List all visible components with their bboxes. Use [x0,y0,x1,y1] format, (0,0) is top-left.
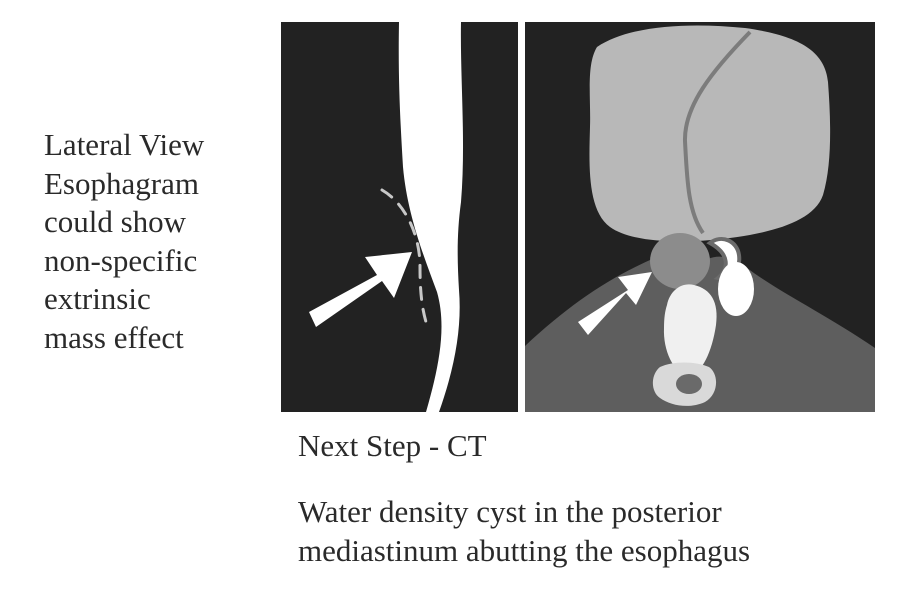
next-step-caption: Next Step - CT [298,428,487,463]
spinal-cord [676,374,702,394]
left-arrow-icon [309,252,412,327]
ct-description-caption [298,492,750,570]
ct-axial-panel [525,22,875,412]
posterior-mediastinal-cyst [650,233,710,289]
left-caption-line-1: Lateral View [44,127,205,162]
left-caption-line-4: non-specific [44,242,198,278]
esophagram-lateral-panel [281,22,518,412]
esophagus-wall [399,22,463,412]
left-caption [44,126,274,357]
descending-aorta [718,262,754,316]
esophagram-illustration [281,22,518,412]
left-caption-line-3: could show [44,204,187,239]
ct-illustration [525,22,875,412]
ct-caption-line-1: Water density cyst in the posterior [298,494,722,529]
left-caption-line-2: Esophagram [44,165,199,201]
ct-caption-line-2: mediastinum abutting the esophagus [298,533,751,568]
heart-lung-mass [589,25,830,241]
left-caption-line-6: mass effect [44,319,184,355]
left-caption-line-5: extrinsic [44,281,151,316]
